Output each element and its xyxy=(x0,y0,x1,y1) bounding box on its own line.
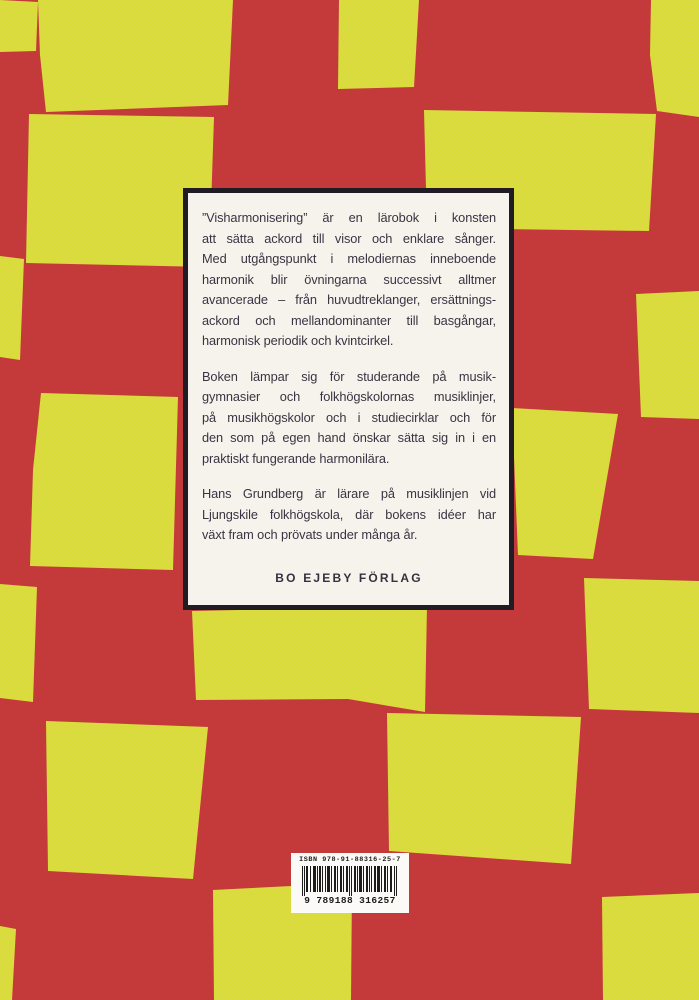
blurb-line: harmonisk periodik och kvintcirkel. xyxy=(202,333,394,348)
yellow-patch xyxy=(0,0,38,52)
yellow-patch xyxy=(650,0,699,117)
yellow-patch xyxy=(338,0,419,89)
yellow-patch xyxy=(46,721,208,879)
isbn-number: ISBN 978-91-88316-25-7 xyxy=(299,856,401,864)
blurb-line: Ljungskile folkhögskola, där bokens idéer har xyxy=(202,506,496,522)
blurb-line: att sätta ackord till visor och enklare sånger. xyxy=(202,230,496,246)
blurb-line: Med utgångspunkt i melodiernas inneboende xyxy=(202,251,496,266)
blurb-paragraph-2 xyxy=(202,367,496,470)
isbn-barcode-block xyxy=(291,853,409,913)
back-cover-text-box xyxy=(183,188,514,610)
yellow-patch xyxy=(387,713,581,864)
blurb-paragraph-3 xyxy=(202,484,496,546)
yellow-patch xyxy=(602,893,699,1000)
yellow-patch xyxy=(0,584,37,702)
blurb-line: på musikhögskolor och i studiecirklar och för xyxy=(202,409,496,425)
ean-number: 9 789188 316257 xyxy=(304,895,396,906)
yellow-patch xyxy=(38,0,233,112)
yellow-patch xyxy=(0,256,24,360)
publisher-name: BO EJEBY FÖRLAG xyxy=(275,571,423,585)
blurb-line: gymnasier och folkhögskolornas musiklinjer, xyxy=(202,389,496,404)
yellow-patch xyxy=(30,393,178,570)
blurb-line: praktiskt fungerande harmonilära. xyxy=(202,450,390,466)
blurb-line: ”Visharmonisering” är en lärobok i konsten xyxy=(202,210,496,225)
blurb-line: ackord och mellandominanter till basgångar, xyxy=(202,312,496,328)
blurb-line: den som på egen hand önskar sätta sig in i en xyxy=(202,430,496,445)
yellow-patch xyxy=(636,291,699,419)
blurb-line: växt fram och prövats under många år. xyxy=(202,527,418,542)
blurb-line: harmonik blir övningarna successivt alltmer xyxy=(202,271,496,287)
barcode-bars xyxy=(302,866,398,896)
blurb-paragraph-1 xyxy=(202,208,496,352)
blurb-line: avancerade – från huvudtreklanger, ersättnings- xyxy=(202,292,496,307)
blurb-line: Boken lämpar sig för studerande på musik- xyxy=(202,368,496,384)
yellow-patch xyxy=(584,578,699,713)
blurb-line: Hans Grundberg är lärare på musiklinjen vid xyxy=(202,486,496,501)
yellow-patch xyxy=(192,606,427,712)
